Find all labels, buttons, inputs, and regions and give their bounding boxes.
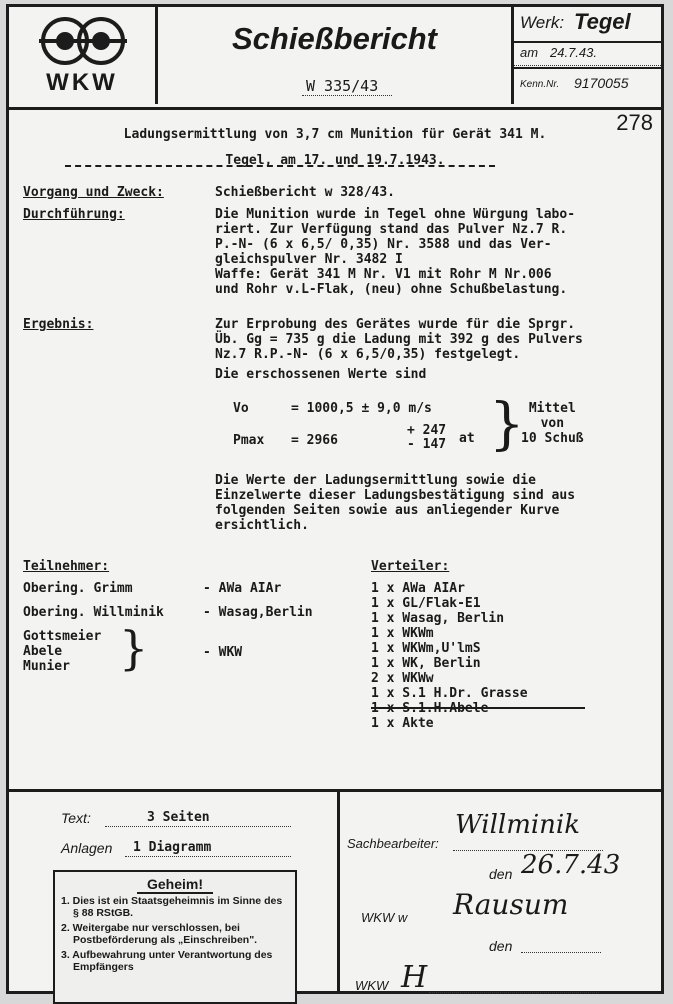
sachbearbeiter-signature: Willminik (455, 810, 580, 840)
page-number: 278 (616, 110, 653, 135)
pmax-plus: + 247 (407, 423, 447, 438)
geheim-item-1: 1. Dies ist ein Staatsgeheimnis im Sinne des § 88 RStGB. (61, 895, 283, 919)
ergebnis-label: Ergebnis: (23, 317, 94, 332)
text-value: 3 Seiten (147, 810, 210, 825)
pmax-minus: - 147 (407, 437, 447, 452)
header (9, 7, 661, 110)
geheim-item-2: 2. Weitergabe nur verschlossen, bei Postbeförderung als „Einschreiben". (61, 922, 258, 946)
verteiler-item: 1 x Wasag, Berlin (371, 611, 505, 626)
heading-underline (65, 165, 495, 167)
wkww-signature: Rausum (453, 888, 569, 921)
pmax-label: Pmax (233, 433, 265, 448)
am-value: 24.7.43. (550, 45, 597, 60)
mittel-text: Mittel von 10 Schuß (521, 401, 584, 446)
footer-left (9, 792, 340, 994)
footer-section (9, 789, 661, 994)
heading-line-1: Ladungsermittlung von 3,7 cm Munition für Gerät 341 M. (123, 127, 547, 142)
geheim-box (53, 870, 297, 1004)
vorgang-text: Schießbericht w 328/43. (215, 185, 396, 200)
den1-value: 26.7.43 (521, 850, 621, 880)
vo-label: Vo (233, 401, 249, 416)
values-intro: Die erschossenen Werte sind (215, 367, 427, 382)
am-row (514, 43, 661, 66)
teilnehmer-name-2: Obering. Willminik (23, 605, 164, 620)
werk-box (514, 7, 661, 104)
verteiler-item: 1 x WKWm (371, 626, 434, 641)
wkw-label: WKW (355, 978, 389, 993)
wkw-signature: H (401, 960, 428, 995)
den2-dots (521, 952, 601, 953)
heading-line-2: Tegel, am 17. und 19.7.1943. (225, 153, 445, 168)
anlagen-dots (125, 856, 291, 857)
report-number: W 335/43 (306, 77, 379, 95)
values-brace: } (489, 392, 525, 457)
teilnehmer-brace: } (119, 621, 149, 675)
anlagen-value: 1 Diagramm (133, 840, 212, 855)
verteiler-item: 1 x WK, Berlin (371, 656, 481, 671)
verteiler-item: 1 x AWa AIAr (371, 581, 465, 596)
wkww-label: WKW w (361, 910, 408, 925)
report-number-line (302, 95, 392, 96)
werk-row (514, 7, 661, 43)
teilnehmer-label: Teilnehmer: (23, 559, 110, 574)
teilnehmer-group-org: - WKW (203, 645, 243, 660)
closing-text: Die Werte der Ladungsermittlung sowie die Einzelwerte dieser Ladungsbestätigung sind aus folgenden Seiten sowie aus anliegender Kurve ersichtlich. (215, 473, 576, 533)
text-label: Text: (61, 810, 91, 826)
verteiler-item: 1 x S.1.H.Abele (371, 701, 489, 716)
anlagen-label: Anlagen (61, 840, 113, 856)
teilnehmer-org-1: - AWa AIAr (203, 581, 282, 596)
werk-value: Tegel (574, 9, 631, 34)
verteiler-divider (371, 707, 585, 709)
verteiler-item: 1 x WKWm,U'lmS (371, 641, 481, 656)
den2-label: den (489, 938, 513, 954)
title-box (158, 7, 514, 104)
logo-text: WKW (46, 69, 118, 96)
am-label: am (520, 45, 539, 60)
vo-value: = 1000,5 ± 9,0 m/s (291, 401, 432, 416)
sachbearbeiter-label: Sachbearbeiter: (347, 836, 439, 851)
verteiler-item: 1 x GL/Flak-E1 (371, 596, 481, 611)
verteiler-label: Verteiler: (371, 559, 450, 574)
geheim-title: Geheim! (55, 876, 295, 892)
teilnehmer-name-1: Obering. Grimm (23, 581, 133, 596)
werk-label: Werk: (520, 13, 565, 32)
wkw-dots (429, 992, 599, 993)
durchfuehrung-text: Die Munition wurde in Tegel ohne Würgung labo- riert. Zur Verfügung stand das Pulver Nz.7 R. P.-N- (6 x 6,5/ 0,35) Nr. 3588 und das Ver- gleichspulver Nr. 3482 I Waffe: Gerät 341 M Nr. V1 mit Rohr M Nr.006 und Rohr v.L-Flak, (neu) ohne Schußbelastung. (215, 207, 576, 297)
durchfuehrung-label: Durchführung: (23, 207, 125, 222)
verteiler-item: 2 x WKWw (371, 671, 434, 686)
kennr-label: Kenn.Nr. (520, 79, 560, 90)
kennr-row (514, 67, 661, 106)
teilnehmer-group-names: Gottsmeier Abele Munier (23, 629, 102, 674)
logo-box (9, 7, 158, 104)
verteiler-item: 1 x Akte (371, 716, 434, 731)
pmax-unit: at (459, 431, 475, 446)
document-sheet (6, 4, 664, 994)
pmax-value: = 2966 (291, 433, 338, 448)
verteiler-item: 1 x S.1 H.Dr. Grasse (371, 686, 528, 701)
teilnehmer-org-2: - Wasag,Berlin (203, 605, 313, 620)
kennr-value: 9170055 (574, 75, 629, 91)
den1-label: den (489, 866, 513, 882)
text-dots (105, 826, 291, 827)
document-title: Schießbericht (232, 21, 437, 56)
ergebnis-text: Zur Erprobung des Gerätes wurde für die Sprgr. Üb. Gg = 735 g die Ladung mit 392 g des Pulvers Nz.7 R.P.-N- (6 x 6,5/0,35) festgelegt. (215, 317, 583, 362)
geheim-item-3: 3. Aufbewahrung unter Verantwortung des Empfängers (61, 949, 273, 973)
vorgang-label: Vorgang und Zweck: (23, 185, 164, 200)
wkw-logo-icon (35, 15, 131, 67)
